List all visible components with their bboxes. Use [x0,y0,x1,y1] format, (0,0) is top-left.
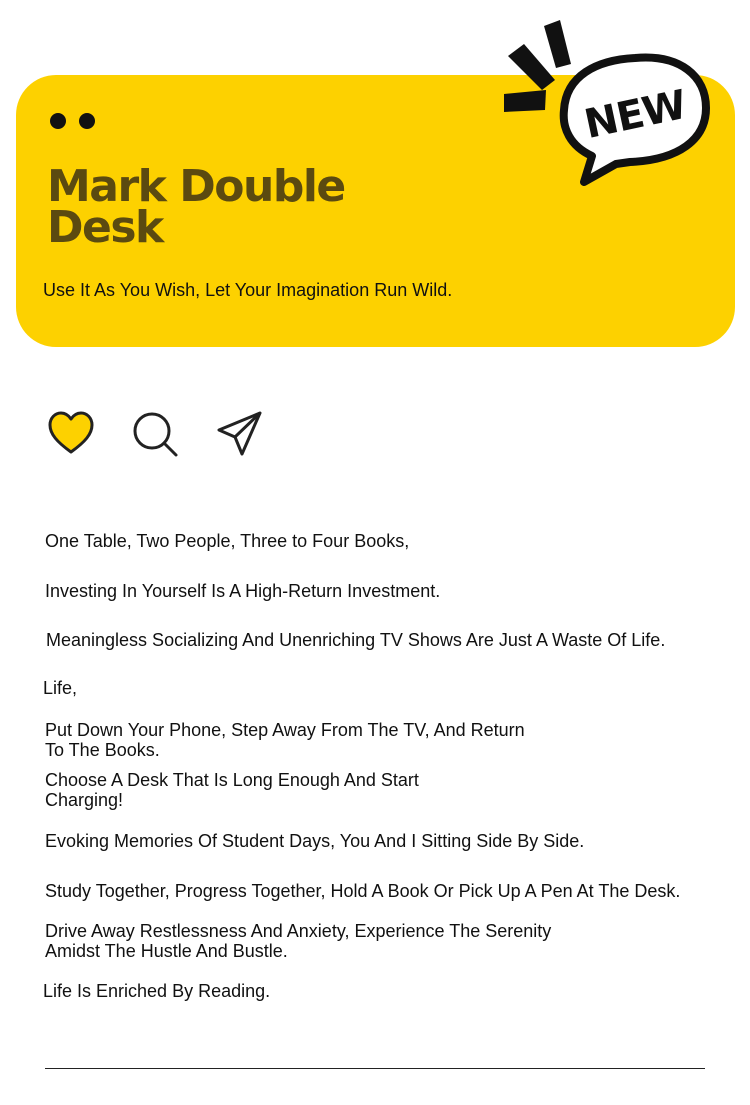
body-line: Drive Away Restlessness And Anxiety, Experience The Serenity [45,921,552,941]
body-line: Amidst The Hustle And Bustle. [45,941,288,961]
body-line: Life, [43,678,78,698]
burst-stroke [544,20,571,68]
badge-text: NEW [580,81,690,149]
body-line: Study Together, Progress Together, Hold A Book Or Pick Up A Pen At The Desk. [45,881,681,901]
burst-stroke [504,90,546,112]
body-line: Investing In Yourself Is A High-Return Investment. [45,581,441,601]
decor-dot [79,113,95,129]
divider [45,1068,705,1069]
burst-stroke [508,44,555,90]
decor-dot [50,113,66,129]
body-line: Choose A Desk That Is Long Enough And Start [45,770,419,790]
body-line: Life Is Enriched By Reading. [43,981,271,1001]
body-line: Put Down Your Phone, Step Away From The TV, And Return [45,720,525,740]
send-icon[interactable] [215,410,263,458]
body-line: Charging! [45,790,124,810]
hero-subtitle: Use It As You Wish, Let Your Imagination Run Wild. [43,280,453,300]
body-line: One Table, Two People, Three to Four Books, [45,531,410,551]
body-line: Meaningless Socializing And Unenriching TV Shows Are Just A Waste Of Life. [46,630,666,650]
body-line: Evoking Memories Of Student Days, You And I Sitting Side By Side. [45,831,585,851]
body-line: To The Books. [45,740,160,760]
title-line-1: Mark Double [47,161,345,212]
search-icon[interactable] [131,410,179,458]
heart-icon[interactable] [47,410,95,458]
page-title [47,161,367,253]
new-badge [500,14,715,189]
title-line-2: Desk [47,202,163,253]
